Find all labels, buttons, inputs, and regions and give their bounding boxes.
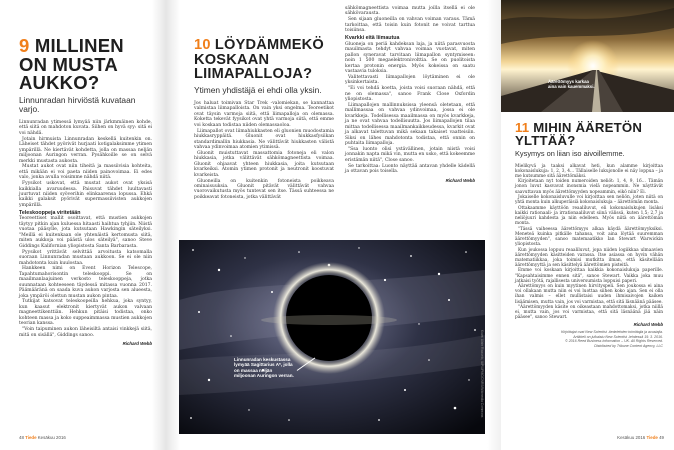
article-9-number: 9 xyxy=(19,35,30,56)
article-10-body-col1: Jos haluat toimivan Star Trek -valomiekan, se kannattaa valmistaa liimapalloista. On vain yksi ongelma. Teoreetikot ovat täysin varmoja siitä, että liimapalloja on olemassa. Koketta tekevät fyysikot ovat yhtä varmoja siitä, että emme voi koskaan todistaa niiden olemassaoloa. Liimapallot ovat liimahiukkasten eli gluonien muodostamia hiukkasryppäitä. Gluonit ovat hiukkasfysiikan standardimallin hiukkasia. Ne välittävät hiukkasten välistä vahvaa ydinvoimaa atomien ytimissä. Gluonit muistuttavat massattomia fotoneja eli valon hiukkasia, jotka välittävät sähkömagneettista voimaa. Gluonit ohjaavat yhteen hiukkasia, joita kutsutaan kvarkeiksi. Atomin ytimen protonit ja neutronit koostuvat kvarkeista. Gluoneilla on kuitenkin fotoneista poikkeava ominaisuuksia. Gluonit pitävät välittävät vahvaa vuorovaikutusta myös tuntevat sen itse. Tässä suhteessa ne poikkeavat fotoneista, jotka välittävät xyxy=(194,101,334,200)
photo-credit: Kuva: Alain Riazuelo, IAP/UPMC/CNRS/Wikimedia Commons xyxy=(480,330,484,418)
article-10 xyxy=(194,38,334,201)
article-credits: Kirjoittajat ovat New Scientist -tiedelehden toimittajia ja avustajia. Artikkeli on julkaistu New Scientist -lehdessä 19. 3. 2016. © 2016 Reed Business Information – UK. All Rights Reserved. Distributed by Tribune Content Agency, LLC xyxy=(561,330,663,348)
article-10-body-col2: sähkömagneettista voimaa mutta joilla itsellä ei ole sähkövarausta. Sen sijaan gluoneilla on vahvan voiman varaus. Tämä tarkoittaa, että toisin kuin fotonit ne voivat tarttua toisiinsa. Kvarkki eitä liimautua Gluoneja on periä kahdeksan laja, ja niitä parasvuosta mauilmasta tehdyt vahvaa voimaa vuotavat, miten pallon syneravat tarvitaan liimapallon syntymiseen: noin 1 500 megaelektronivolttia. Se on puolitoista kertaa protonin energia. Myös kokeissa on saatu vastaavia tuloksia. Valitettavasti liimapallojen löytäminen ei ole yksinkertaista. "Ei voi tehdä koetta, joista voisi suoraan nähdä, että ne on olemassa", sanoo Frank Close Oxfordin yliopistosta. Liimapallojen mallinnuksissa yleensä oletetaan, että mallimassaa on vahvaa ydinvoimaa, jossa ei ole kvarkkeja. Todellisessa maailmassa on myös kvarkkeja, ja ne ovat vahvaa todellisuutta. Jos liimapallojen tilaa mittaa todellisessa maailmankaikkeudessa, kvarkit ovat ja alkavat talettuvan mikä sekaan takaiset vaatteisiin. Siksi on lähes mahdotonta todistaa, että onnin on puhtaita liimapalloja. "Ssa luonto olisi ystävällinen, jotain niistä voisi jonnakin napta mikä vin, mutta en usko, että kokeemme eristämän niitä", Close sanoo. Se tarkoittaa: Luonto näyttää antavan yhdelle kädellä ja ottavan pois toisella. xyxy=(345,6,475,175)
folio-left: 48 Tiede Kesäkuu 2016 xyxy=(19,435,66,440)
article-11-headline: 11 MIHIN ÄÄRETÖN YLTTÄÄ? xyxy=(515,120,643,149)
article-11 xyxy=(515,121,663,348)
left-page xyxy=(0,0,166,450)
article-9 xyxy=(19,37,152,346)
folio-right: Kesäkuu 2016 Tiede 49 xyxy=(617,435,664,440)
article-11-subhead: Kysymys on liian iso aivoillemme. xyxy=(515,149,625,159)
article-10-subhead: Ytimen yhdistäjä ei ehdi olla yksin. xyxy=(194,84,322,95)
black-hole-image xyxy=(179,240,485,434)
infinity-caption: Äärettömyys karkaa aina vain kauemmaksi. xyxy=(548,79,595,90)
article-9-signature: Richard Webb xyxy=(122,341,152,347)
black-hole-illustration xyxy=(179,240,485,434)
road-to-infinity-image xyxy=(501,0,674,112)
black-hole-caption: Linnunradan keskustassa lymyää Sagittarius A*, jolla on massaa neljän miljoonan Auringon verran. xyxy=(234,357,294,379)
section-heading: Kvarkki eitä liimautua xyxy=(345,34,400,41)
article-11-body: Mielikyvä ja taaksi alkavat heti, kun alamme kirjoittaa kokonaislukuja: 1, 2, 3, 4... Tällaiselle lukujonolle ei näy loppua – ja me kutsumme sitä äärettömäksi. Kirjoitetaan nyt toiden numeroiden neliöt: 1, 4, 9, 16... Tämän jonon luvut kasvavat inonsmia vielä nopeammin. Ne näyttävät saavuttavan myös äärettömyyden nopeammin, eikö niin? Ei. Jokaiselle kokonaisluvulle voi kirjoittaa sen neliön, joten niitä on yhtä monta kuin alkuperäisiä kokonaislukuja – äärettömän monta. Ottakaamme käyttöön reaaliluvut, eli kokonaislukujen lisäksi kaikki rationaali- ja irrationaaliluvut siinä välissä, kuten 1,5; 2,7 ja neliöjuuri kahdesta ja niin edelleen. Myös niitä on äärettömän monta. "Tässä vaiheessa äärettömyys alkaa käydä äärettömyyksiksi. Meneteä kuinka pitkälle tahansa, voit aina löytää suuremman äärettömyyden", sanoo matemaatikko Ian Stewart Warwickin yliopistosta. Kun joukossa loppuu reaaliluvut, jopa niiden logiikkaa ulmaavien äärettömyyden käsitteiden varassa. Itse asiassa on hyvin vähän matematiikkaa, joka toimisi mutkitta ilman, että käsitellään äärettömyyttä ja sen käsittelyä äärettömien pisteitä. Emme voi koskaan kirjoittaa kaikkia kokonaislukuja paperille. "Kapsahtaisimme ennen sitä", sanoo Stewart. Vaikka joka muu jatkaisi työtä, rajallisesta universumista loppuisi paperi. Äärettömyys on kuin myytinen hirvityspeli. Sen joukossa ei aina voi ollakaan mutta niin ei voi luottaa siihen koko ajan. Sen ei olla ihan valmis – ellet mullistaisi uuden ihmisaivojen kaiken lisäämisen, mutta vain, jos voi varmistaa, että sitä läsnäänä pääsee. "Äärettömyyden käsite on oikeastaan mahdottomaksi, jotka niillä ei, mutta vain, jos voi varmistaa, että sitä läsnäänä jää näin pääsee", sanoo Stewart. xyxy=(515,163,663,321)
article-10-signature: Richard Webb xyxy=(445,177,475,183)
article-9-subhead: Linnunradan hirviöstä kuvataan varjo. xyxy=(19,94,136,114)
gutter-shadow xyxy=(487,0,501,450)
gutter-shadow xyxy=(152,0,166,450)
right-page xyxy=(501,0,674,450)
section-heading: Teleskooppeja viritetään xyxy=(19,209,81,216)
article-10-col2 xyxy=(345,6,475,183)
article-9-body: Linnunradan ytimessä lymyää niin järkmmäinen kohde, että siitä on mahdoton kuvata. Siihen on hyvä syy: sitä ei voi nähdä. Jotain hirmuista Linnunradan keskellä kuitenkin on. Läheiset tähdet pyörivät hurjaati kotigalaksimme ytimen ympärillä. Ne kiertävät kohdetta, jolla on massaa neljän miljoonan Auringon verran. Pysähkoille se on selvä merkki mustasta aukosta. Mustat aukot ovat niin tiheitä ja massiivisia kohteita, että mikään ei voi paeta niiden painovoimaa. Ei edes valo, jonka avulla voisimme nähdä niitä. Fyysikot uskovat, että mustat aukot ovat yksisä kaikkialla avaruudessa. Paisuvat tähdet luultavasti juurtuvat niiden syöverihin elinkaarensa lopussa. Ehkä kaikki galaksit pyörivät supermassiivisten aukkojen ympärillä. Teleskooppeja viritetään Teoreettiset mallit osoittavat, että mustien aukkojen täytyy pitkin ajan kuluessa hitaasti haihtua tyhjiin. Niistä vuotaa pääsylle, jota kutsutaan Hawkingin säteilyksi. "Meillä ei kuitenkaan ole yhtenäistä kertomusta siitä, miten aukkoja voi päästä ulos säteilyä", sanoo Steve Giddings Kalifornian yliopistosta Santa Barbarasta. Pyysikot yrittävät selvittää arvoitusta katsomalla suoraan Linnunradan mustaan aukkoon. Se ei ole niin mahdotonta kuin kuulostaa. Hankkeen nimi on Event Horizon Telescope, Tapahtumahorisontin teleskooppi. Se on maailmanlaajuinen verkosto teleskooppeja, jotka suunnataan kohteeseen täydessä mitassa vuonna 2017. Päämääränä on saada kuva aukon varjosta sen alueesta, joka ympäröi olettun mustan aukon pintaa. Tutkijat katsovat teleskoopeilla hehkua, joka syntyy, kun kaasut elektronit kiertyvät aukon valvaan magneettikenttiän. Hehkun pitäisi todistaa, onko kohteen massa ja koko suppeaimmassa mustien aukkojen teorian kanssa. "Voin taipuminen aukon läheisiltä antaisi vinkkejä siitä, mitä on sisällä", Giddings sanoo. xyxy=(19,119,152,338)
article-10-number: 10 xyxy=(194,37,211,53)
middle-page xyxy=(166,0,501,450)
gutter-shadow xyxy=(166,0,180,450)
article-9-headline: 9 MILLINEN ON MUSTA AUKKO? xyxy=(19,35,124,93)
road-sunset-illustration xyxy=(501,0,674,112)
article-11-number: 11 xyxy=(515,120,530,135)
article-11-signature: Richard Webb xyxy=(633,322,663,328)
article-10-headline: 10 LÖYDÄMMEKÖ KOSKAAN LIIMAPALLOJA? xyxy=(194,37,324,83)
